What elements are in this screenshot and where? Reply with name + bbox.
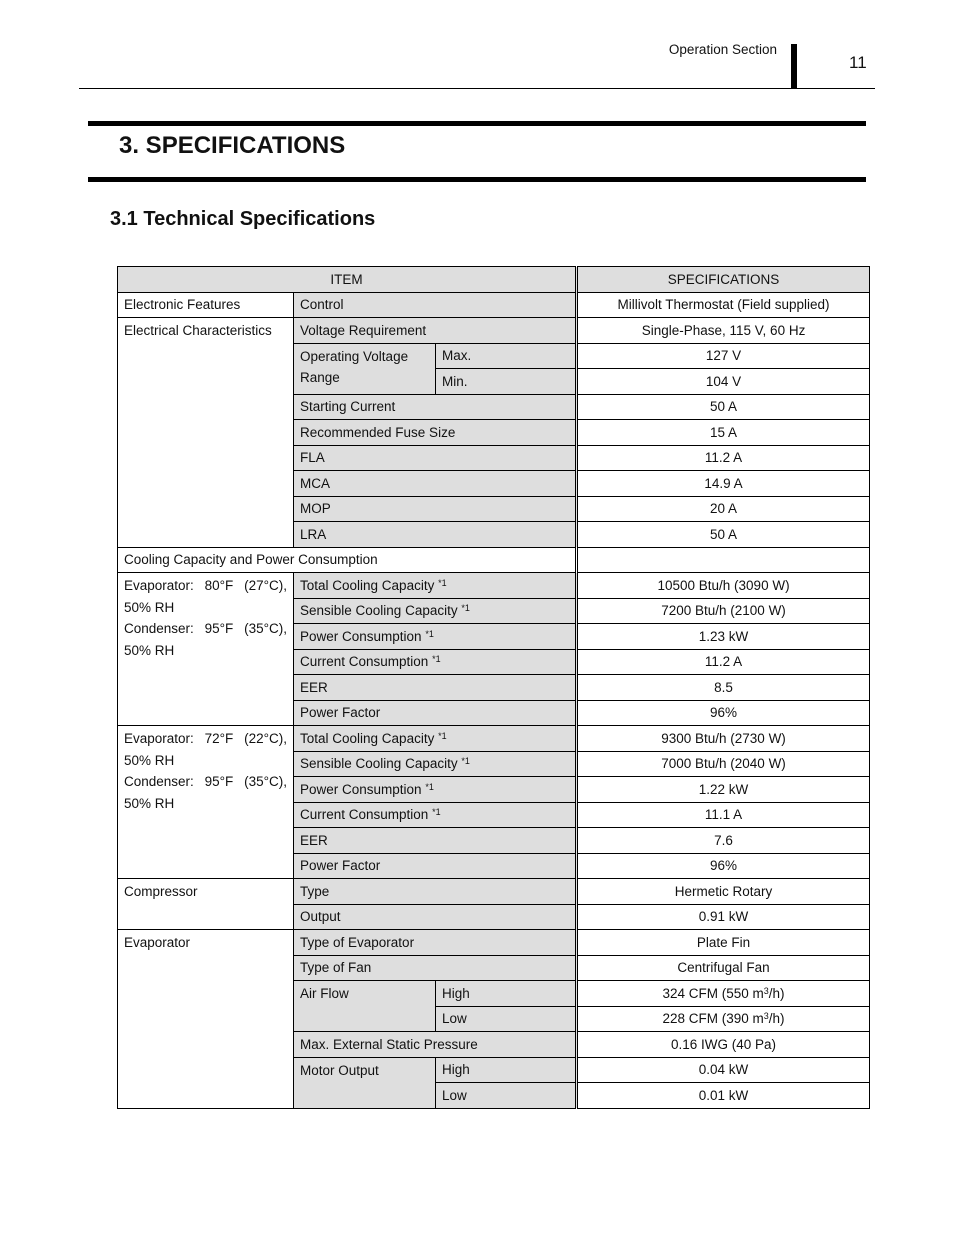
footnote-mark: *1 — [461, 603, 470, 614]
condition-label — [118, 573, 294, 726]
row-value: 11.2 A — [577, 445, 870, 471]
row-value: 15 A — [577, 420, 870, 446]
condenser-condition: Condenser: 95°F (35°C), 50% RH — [124, 774, 287, 811]
row-label: MOP — [294, 496, 577, 522]
footnote-mark: *1 — [438, 730, 447, 741]
chapter-title: 3. SPECIFICATIONS — [119, 132, 346, 159]
row-value: 10500 Btu/h (3090 W) — [577, 573, 870, 599]
header-bar — [791, 44, 797, 88]
table-row — [118, 879, 870, 905]
row-value: 11.2 A — [577, 649, 870, 675]
row-sublabel: Low — [436, 1006, 577, 1032]
row-label: FLA — [294, 445, 577, 471]
row-value: Centrifugal Fan — [577, 955, 870, 981]
page-number: 11 — [849, 53, 867, 72]
row-value: 50 A — [577, 522, 870, 548]
row-value: 127 V — [577, 343, 870, 369]
row-value: Plate Fin — [577, 930, 870, 956]
section-title: 3.1 Technical Specifications — [110, 208, 376, 230]
row-label: Operating Voltage Range — [294, 343, 436, 394]
row-value: 20 A — [577, 496, 870, 522]
row-label: Air Flow — [294, 981, 436, 1032]
row-value: 50 A — [577, 394, 870, 420]
condition-label — [118, 726, 294, 879]
row-value: 1.23 kW — [577, 624, 870, 650]
row-label: Total Cooling Capacity $^{*1}$ — [294, 573, 577, 599]
row-value: 96% — [577, 853, 870, 879]
row-value-empty — [577, 547, 870, 573]
table-header-row — [118, 267, 870, 293]
table-row — [118, 573, 870, 599]
footnote-mark: *1 — [425, 628, 434, 639]
row-label: Current Consumption $^{*1}$ — [294, 802, 577, 828]
row-label: Type — [294, 879, 577, 905]
row-value: 7.6 — [577, 828, 870, 854]
footnote-mark: *1 — [438, 577, 447, 588]
table-row — [118, 930, 870, 956]
row-value: 7200 Btu/h (2100 W) — [577, 598, 870, 624]
table-row — [118, 292, 870, 318]
row-label: Max. External Static Pressure — [294, 1032, 577, 1058]
row-value: 96% — [577, 700, 870, 726]
row-value: 1.22 kW — [577, 777, 870, 803]
row-label: Power Consumption $^{*1}$ — [294, 777, 577, 803]
footnote-mark: *1 — [425, 781, 434, 792]
row-value: 11.1 A — [577, 802, 870, 828]
row-value: 0.91 kW — [577, 904, 870, 930]
row-label: Power Factor — [294, 700, 577, 726]
row-value: 104 V — [577, 369, 870, 395]
footnote-mark: *1 — [432, 807, 441, 818]
row-value: 9300 Btu/h (2730 W) — [577, 726, 870, 752]
row-value: 228 CFM (390 $m^3/h$) — [577, 1006, 870, 1032]
running-header-section: Operation Section — [668, 42, 777, 57]
row-value: 324 CFM (550 $m^3/h$) — [577, 981, 870, 1007]
row-value: Single-Phase, 115 V, 60 Hz — [577, 318, 870, 344]
row-value: 0.01 kW — [577, 1083, 870, 1109]
row-sublabel: High — [436, 1057, 577, 1083]
table-row — [118, 547, 870, 573]
row-sublabel: High — [436, 981, 577, 1007]
row-group-label: Compressor — [118, 879, 294, 930]
table-row — [118, 726, 870, 752]
row-label: Recommended Fuse Size — [294, 420, 577, 446]
row-label: LRA — [294, 522, 577, 548]
footnote-mark: *1 — [432, 654, 441, 665]
row-value: 0.04 kW — [577, 1057, 870, 1083]
row-label: Motor Output — [294, 1057, 436, 1108]
header-rule — [79, 88, 875, 89]
chapter-rule-bottom — [88, 177, 866, 182]
row-value: Millivolt Thermostat (Field supplied) — [577, 292, 870, 318]
row-value: 0.16 IWG (40 Pa) — [577, 1032, 870, 1058]
row-label: Type of Evaporator — [294, 930, 577, 956]
row-group-label: Evaporator — [118, 930, 294, 1109]
evaporator-condition: Evaporator: 72°F (22°C), 50% RH — [124, 731, 287, 768]
row-label: Current Consumption $^{*1}$ — [294, 649, 577, 675]
row-label: Power Consumption $^{*1}$ — [294, 624, 577, 650]
row-label: Voltage Requirement — [294, 318, 577, 344]
condenser-condition: Condenser: 95°F (35°C), 50% RH — [124, 621, 287, 658]
row-label: EER — [294, 828, 577, 854]
row-value: 8.5 — [577, 675, 870, 701]
row-value: 7000 Btu/h (2040 W) — [577, 751, 870, 777]
header-specifications: SPECIFICATIONS — [577, 267, 870, 293]
spec-table — [117, 266, 870, 1109]
chapter-rule-top — [88, 121, 866, 126]
row-label: EER — [294, 675, 577, 701]
cooling-header: Cooling Capacity and Power Consumption — [118, 547, 577, 573]
row-sublabel: Max. — [436, 343, 577, 369]
row-label: Type of Fan — [294, 955, 577, 981]
header-item: ITEM — [118, 267, 577, 293]
row-value: 14.9 A — [577, 471, 870, 497]
row-group-label: Electrical Characteristics — [118, 318, 294, 548]
row-label: MCA — [294, 471, 577, 497]
row-label: Power Factor — [294, 853, 577, 879]
row-value: Hermetic Rotary — [577, 879, 870, 905]
table-row — [118, 318, 870, 344]
row-label: Total Cooling Capacity $^{*1}$ — [294, 726, 577, 752]
row-sublabel: Min. — [436, 369, 577, 395]
row-label: Starting Current — [294, 394, 577, 420]
evaporator-condition: Evaporator: 80°F (27°C), 50% RH — [124, 578, 287, 615]
row-sublabel: Low — [436, 1083, 577, 1109]
row-label: Sensible Cooling Capacity $^{*1}$ — [294, 598, 577, 624]
footnote-mark: *1 — [461, 756, 470, 767]
row-group-label: Electronic Features — [118, 292, 294, 318]
row-label: Output — [294, 904, 577, 930]
row-label: Sensible Cooling Capacity $^{*1}$ — [294, 751, 577, 777]
row-label: Control — [294, 292, 577, 318]
